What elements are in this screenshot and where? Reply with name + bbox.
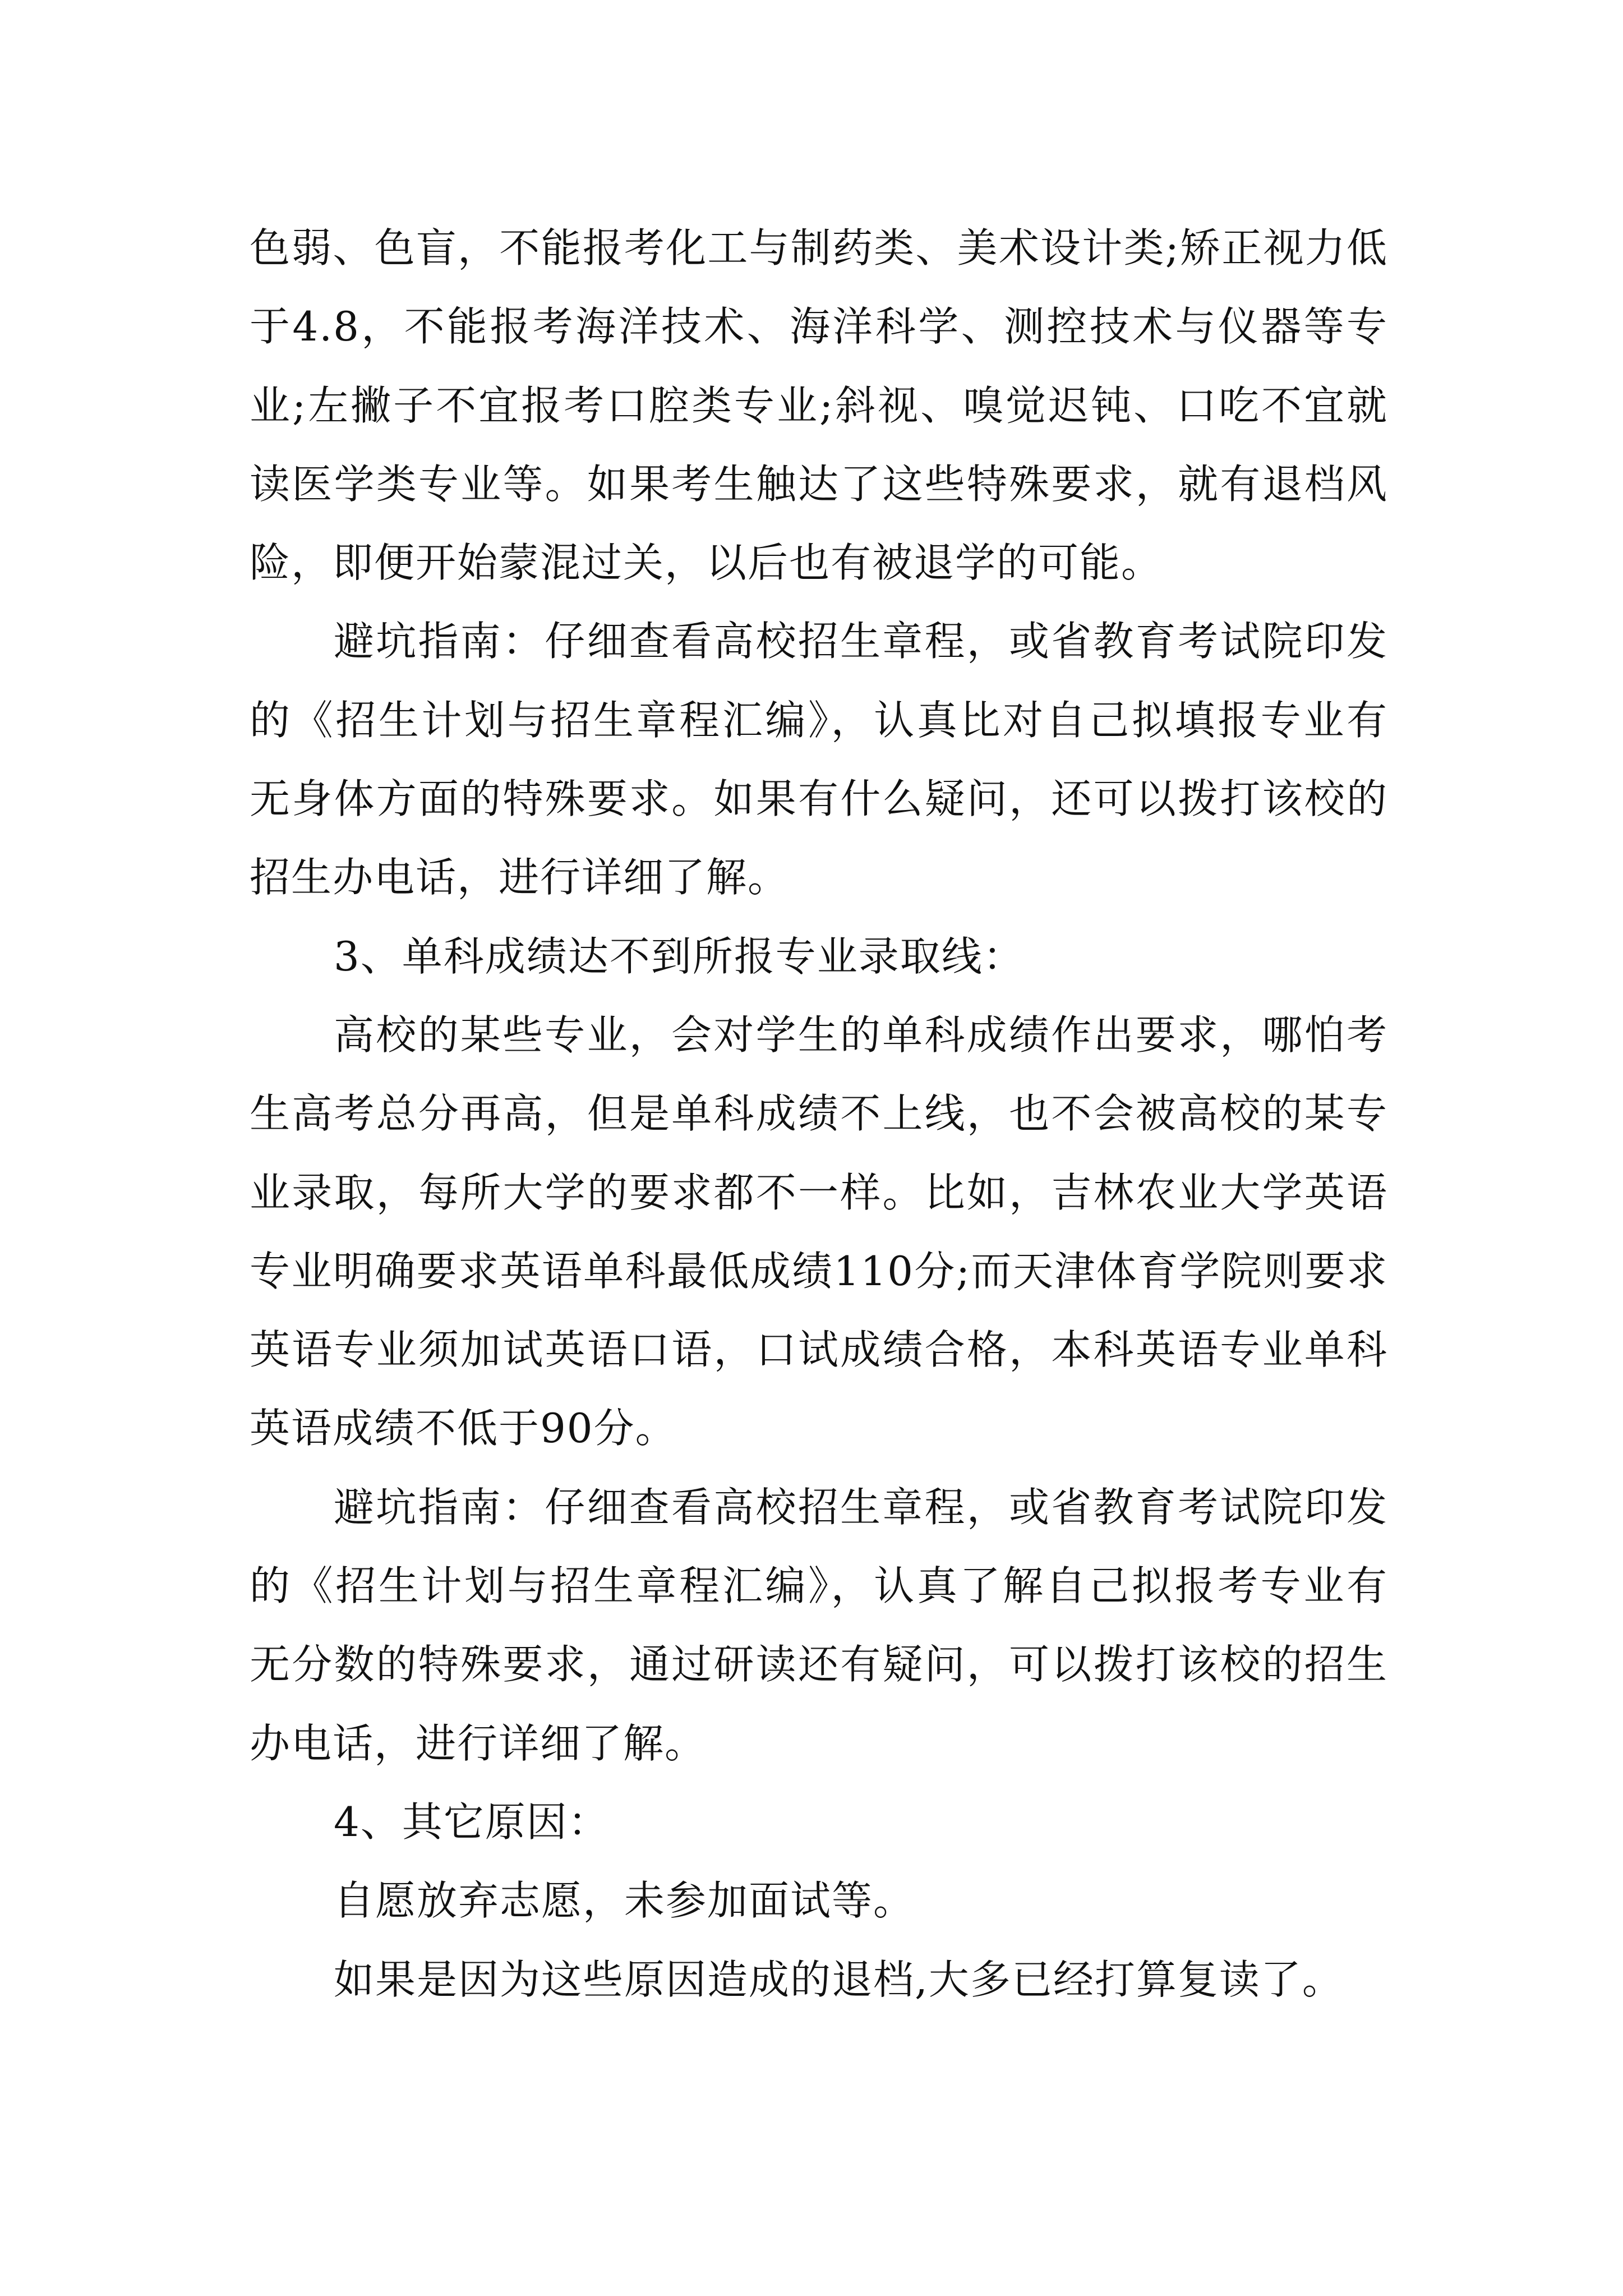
paragraph-other-reasons: 自愿放弃志愿，未参加面试等。 <box>334 1877 915 1925</box>
heading-single-subject: 3、单科成绩达不到所报专业录取线： <box>334 932 1025 980</box>
paragraph-single-subject-requirements: 高校的某些专业，会对学生的单科成绩作出要求，哪怕考生高考总分再高，但是单科成绩不上线，也不会被高校的某专业录取，每所大学的要求都不一样。比如，吉林农业大学英语专业明确要求英语单科最低成绩110分;而天津体育学院则要求英语专业须加试英语口语，口试成绩合格，本科英语专业单科英语成绩不低于90分。 <box>250 1011 1388 1452</box>
paragraph-disability-restrictions: 色弱、色盲，不能报考化工与制药类、美术设计类;矫正视力低于4.8，不能报考海洋技术、海洋科学、测控技术与仪器等专业;左撇子不宜报考口腔类专业;斜视、嗅觉迟钝、口吃不宜就读医学类专业等。如果考生触达了这些特殊要求，就有退档风险，即便开始蒙混过关，以后也有被退学的可能。 <box>250 224 1388 587</box>
heading-other-reasons: 4、其它原因： <box>334 1798 610 1846</box>
paragraph-guide-physical: 避坑指南：仔细查看高校招生章程，或省教育考试院印发的《招生计划与招生章程汇编》，认真比对自己拟填报专业有无身体方面的特殊要求。如果有什么疑问，还可以拨打该校的招生办电话，进行详细了解。 <box>250 618 1388 901</box>
paragraph-conclusion: 如果是因为这些原因造成的退档,大多已经打算复读了。 <box>334 1955 1344 2003</box>
document-body <box>250 209 1388 2019</box>
paragraph-guide-scores: 避坑指南：仔细查看高校招生章程，或省教育考试院印发的《招生计划与招生章程汇编》，认真了解自己拟报考专业有无分数的特殊要求，通过研读还有疑问，可以拨打该校的招生办电话，进行详细了解。 <box>250 1483 1388 1767</box>
